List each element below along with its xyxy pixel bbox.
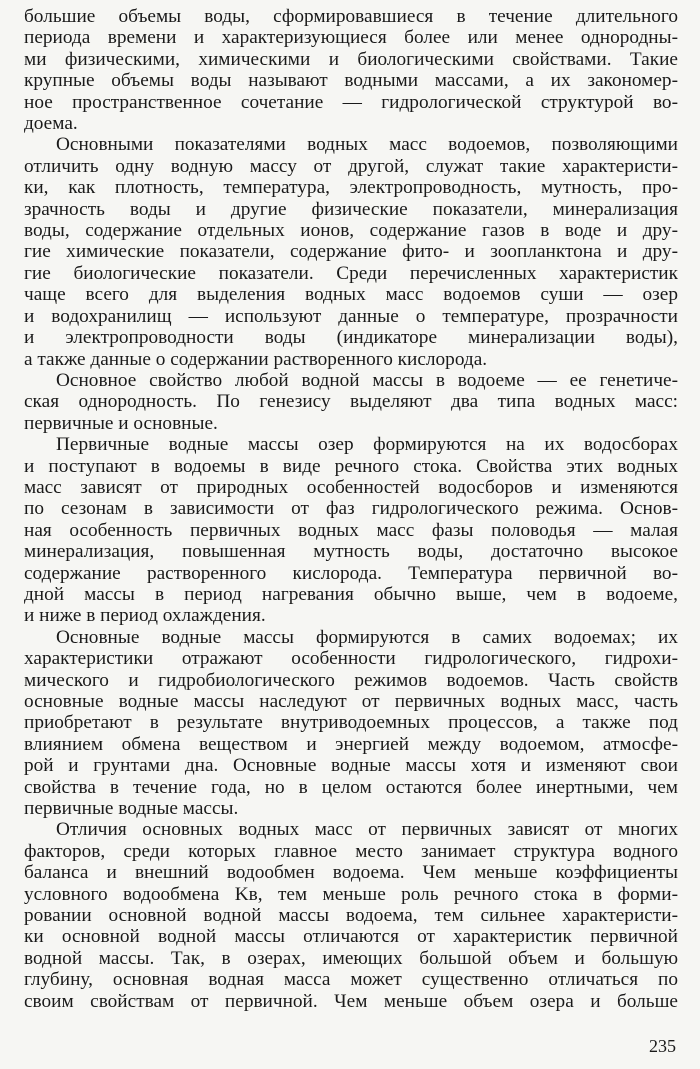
text-line: ми физическими, химическими и биологическими свойствами. Такие [24, 48, 678, 70]
text-line: Основные водные массы формируются в самих водоемах; их [56, 626, 678, 648]
text-line: ная особенность первичных водных масс фазы половодья — малая [24, 519, 678, 541]
text-line: ки основной водной массы отличаются от характеристик первичной [24, 926, 678, 948]
text-line: первичные и основные. [24, 412, 218, 434]
text-line: факторов, среди которых главное место занимает структура водного [24, 840, 678, 862]
text-line: своим свойствам от первичной. Чем меньше объем озера и больше [24, 990, 678, 1012]
text-line: влиянием обмена веществом и энергией между водоемом, атмосфе- [24, 733, 678, 755]
text-line: содержание растворенного кислорода. Температура первичной во- [24, 562, 678, 584]
text-line: характеристики отражают особенности гидрологического, гидрохи- [24, 648, 678, 670]
text-line: ное пространственное сочетание — гидрологической структурой во- [24, 91, 678, 113]
text-line: водной массы. Так, в озерах, имеющих большой объем и большую [24, 947, 678, 969]
text-line: по сезонам в зависимости от фаз гидрологического режима. Основ- [24, 498, 678, 520]
text-line: отличить одну водную массу от другой, служат такие характеристи- [24, 155, 678, 177]
text-line: ровании основной водной массы водоема, тем сильнее характеристи- [24, 905, 678, 927]
text-line: Основными показателями водных масс водоемов, позволяющими [56, 134, 678, 156]
text-line: приобретают в результате внутриводоемных процессов, а также под [24, 712, 678, 734]
text-line: и электропроводности воды (индикаторе минерализации воды), [24, 327, 678, 349]
text-line: рой и грунтами дна. Основные водные массы хотя и изменяют свои [24, 755, 678, 777]
text-line: доема. [24, 113, 78, 135]
text-line: первичные водные массы. [24, 798, 239, 820]
text-line: гие химические показатели, содержание фито- и зоопланктона и дру- [24, 241, 678, 263]
text-line: и поступают в водоемы в виде речного стока. Свойства этих водных [24, 455, 678, 477]
body-text [24, 6, 678, 1012]
text-line: крупные объемы воды называют водными массами, а их закономер- [24, 70, 678, 92]
text-line: свойства в течение года, но в целом остаются более инертными, чем [24, 776, 678, 798]
text-line: ки, как плотность, температура, электропроводность, мутность, про- [24, 177, 678, 199]
text-line: ская однородность. По генезису выделяют два типа водных масс: [24, 391, 678, 413]
text-line: минерализация, повышенная мутность воды, достаточно высокое [24, 541, 678, 563]
text-line: дной массы в период нагревания обычно выше, чем в водоеме, [24, 583, 678, 605]
text-line: мического и гидробиологического режимов водоемов. Часть свойств [24, 669, 678, 691]
text-line: большие объемы воды, сформировавшиеся в течение длительного [24, 6, 678, 27]
text-line: Основное свойство любой водной массы в водоеме — ее генетиче- [56, 369, 678, 391]
text-line: а также данные о содержании растворенного кислорода. [24, 348, 488, 370]
text-line: периода времени и характеризующиеся более или менее однородны- [24, 27, 678, 49]
text-line: Первичные водные массы озер формируются на их водосборах [56, 434, 678, 456]
text-line: основные водные массы наследуют от первичных водных масс, часть [24, 691, 678, 712]
text-line: воды, содержание отдельных ионов, содержание газов в воде и дру- [24, 220, 678, 242]
text-line: зрачность воды и другие физические показатели, минерализация [24, 198, 678, 220]
text-line: гие биологические показатели. Среди перечисленных характеристик [24, 262, 678, 284]
text-line: масс зависят от природных особенностей водосборов и изменяются [24, 476, 678, 498]
text-line: баланса и внешний водообмен водоема. Чем меньше коэффициенты [24, 862, 678, 884]
text-line: Отличия основных водных масс от первичных зависят от многих [56, 819, 678, 841]
text-line: глубину, основная водная масса может существенно отличаться по [24, 969, 678, 991]
text-line: чаще всего для выделения водных масс водоемов суши — озер [24, 284, 678, 306]
text-line: условного водообмена Kв, тем меньше роль речного стока в форми- [24, 883, 678, 905]
text-line: и ниже в период охлаждения. [24, 605, 266, 627]
text-line: и водохранилищ — используют данные о температуре, прозрачности [24, 305, 678, 327]
page-number: 235 [649, 1036, 676, 1056]
